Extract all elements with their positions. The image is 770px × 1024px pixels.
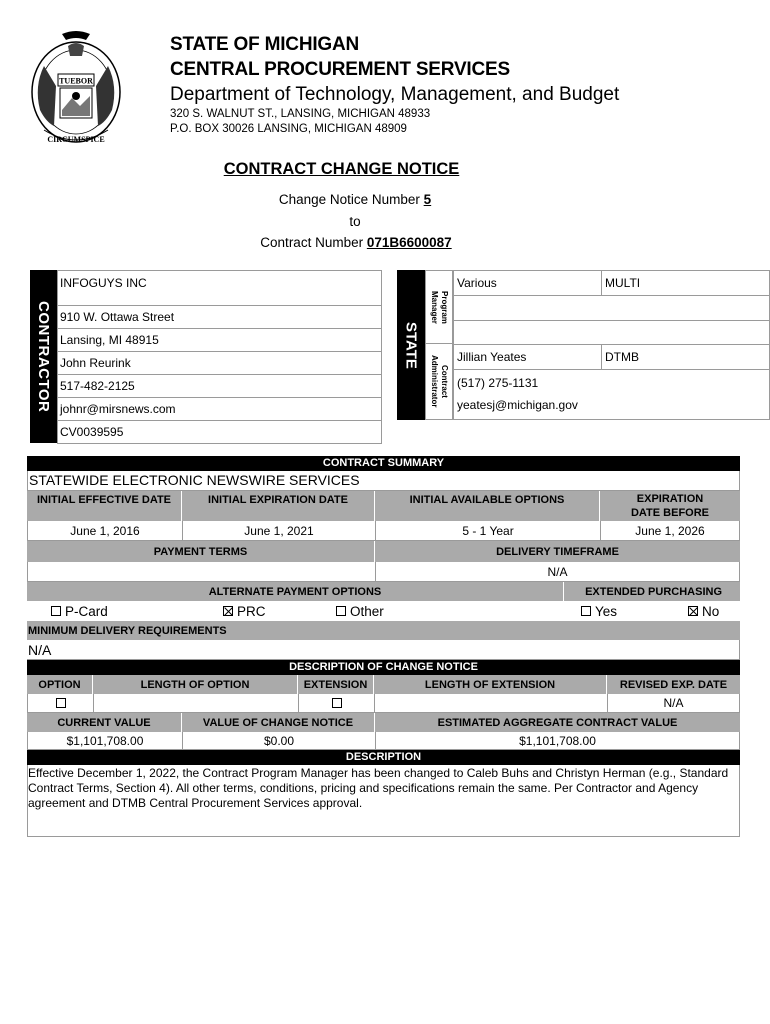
alt-payment-options-row bbox=[27, 601, 740, 621]
michigan-seal bbox=[24, 26, 128, 150]
option-header: OPTION bbox=[27, 675, 93, 694]
current-value: $1,101,708.00 bbox=[28, 732, 183, 749]
alternate-payment-header: ALTERNATE PAYMENT OPTIONS bbox=[27, 582, 564, 601]
aggregate-value: $1,101,708.00 bbox=[519, 733, 596, 748]
program-manager-label: Program Manager bbox=[425, 270, 453, 344]
expiration-before-date: June 1, 2026 bbox=[635, 523, 705, 538]
payment-value-row bbox=[27, 562, 740, 582]
administrator-email: yeatesj@michigan.gov bbox=[457, 398, 578, 412]
program-manager-name: Various bbox=[457, 276, 497, 290]
seal-banner-text: TUEBOR bbox=[59, 76, 93, 86]
header-department: Department of Technology, Management, and Budget bbox=[170, 84, 620, 105]
initial-expiration-header: INITIAL EXPIRATION DATE bbox=[182, 491, 375, 521]
extended-no-option[interactable]: No bbox=[688, 601, 719, 621]
prc-checkbox bbox=[223, 606, 233, 616]
alt-payment-header-row bbox=[27, 582, 740, 601]
contract-summary-bar: CONTRACT SUMMARY bbox=[27, 456, 740, 471]
change-notice-number: 5 bbox=[423, 192, 432, 207]
value-of-change-header: VALUE OF CHANGE NOTICE bbox=[182, 713, 375, 732]
state-grid bbox=[453, 270, 770, 420]
description-bar: DESCRIPTION bbox=[27, 750, 740, 765]
notice-title: CONTRACT CHANGE NOTICE bbox=[223, 160, 460, 178]
contract-administrator-label: Contract Administrator bbox=[425, 343, 453, 420]
payment-header-row bbox=[27, 541, 740, 562]
administrator-agency: DTMB bbox=[605, 350, 639, 364]
change-notice-bar: DESCRIPTION OF CHANGE NOTICE bbox=[27, 660, 740, 675]
min-delivery-header: MINIMUM DELIVERY REQUIREMENTS bbox=[27, 621, 740, 640]
dates-value-row bbox=[27, 521, 740, 541]
initial-options: 5 - 1 Year bbox=[376, 521, 601, 540]
prc-option[interactable]: PRC bbox=[223, 601, 266, 621]
program-manager-agency: MULTI bbox=[605, 276, 641, 290]
min-delivery-value: N/A bbox=[27, 640, 740, 660]
change-description-text: Effective December 1, 2022, the Contract Program Manager has been changed to Caleb Buhs and Christyn Herman (e.g., Standard Contract Terms, Section 4). All other terms, conditions, pricing and specifications remain the same. Per Contractor and Agency agreement and DTMB Central Procurement Services approval. bbox=[27, 765, 740, 837]
contractor-phone: 517-482-2125 bbox=[57, 374, 382, 398]
initial-options-header: INITIAL AVAILABLE OPTIONS bbox=[375, 491, 600, 521]
delivery-timeframe-header: DELIVERY TIMEFRAME bbox=[375, 541, 740, 562]
header-address-street: 320 S. WALNUT ST., LANSING, MICHIGAN 48933 bbox=[170, 108, 431, 120]
aggregate-value-header: ESTIMATED AGGREGATE CONTRACT VALUE bbox=[375, 713, 740, 732]
header-agency: CENTRAL PROCUREMENT SERVICES bbox=[170, 59, 510, 80]
contractor-city: Lansing, MI 48915 bbox=[57, 328, 382, 352]
values-row bbox=[27, 732, 740, 750]
payment-terms-header: PAYMENT TERMS bbox=[27, 541, 375, 562]
length-of-option-cell bbox=[94, 694, 299, 712]
initial-effective-header: INITIAL EFFECTIVE DATE bbox=[27, 491, 182, 521]
change-header-row bbox=[27, 675, 740, 694]
pcard-option[interactable]: P-Card bbox=[51, 601, 108, 621]
length-of-extension-cell bbox=[375, 694, 608, 712]
expiration-before-header: EXPIRATION DATE BEFORE bbox=[600, 491, 740, 521]
extended-no-checkbox bbox=[688, 606, 698, 616]
header-address-po: P.O. BOX 30026 LANSING, MICHIGAN 48909 bbox=[170, 123, 407, 135]
change-notice-line: Change Notice Number 5 bbox=[278, 192, 432, 207]
revised-exp-date-header: REVISED EXP. DATE bbox=[607, 675, 740, 694]
extended-yes-checkbox bbox=[581, 606, 591, 616]
contract-description: STATEWIDE ELECTRONIC NEWSWIRE SERVICES bbox=[27, 471, 740, 491]
values-header-row bbox=[27, 713, 740, 732]
extension-cell bbox=[299, 694, 375, 712]
state-label: STATE bbox=[402, 321, 420, 369]
option-checkbox[interactable] bbox=[56, 698, 66, 708]
seal-motto-text: CIRCUMSPICE bbox=[47, 135, 105, 144]
option-cell bbox=[28, 694, 94, 712]
contractor-label: CONTRACTOR bbox=[35, 300, 52, 413]
pcard-checkbox bbox=[51, 606, 61, 616]
length-of-extension-header: LENGTH OF EXTENSION bbox=[374, 675, 607, 694]
dates-header-row bbox=[27, 491, 740, 521]
to-line: to bbox=[349, 214, 361, 229]
contractor-label-band bbox=[30, 270, 57, 443]
contractor-vendor-id: CV0039595 bbox=[57, 420, 382, 444]
current-value-header: CURRENT VALUE bbox=[27, 713, 182, 732]
contract-number-line: Contract Number 071B6600087 bbox=[260, 235, 452, 250]
contractor-street: 910 W. Ottawa Street bbox=[57, 305, 382, 329]
extended-yes-option[interactable]: Yes bbox=[581, 601, 617, 621]
contractor-email: johnr@mirsnews.com bbox=[57, 397, 382, 421]
header-state: STATE OF MICHIGAN bbox=[170, 34, 360, 55]
delivery-timeframe: N/A bbox=[547, 564, 568, 579]
initial-expiration-date: June 1, 2021 bbox=[183, 521, 376, 540]
contract-number: 071B6600087 bbox=[366, 235, 452, 250]
revised-exp-date: N/A bbox=[663, 696, 684, 710]
extended-purchasing-header: EXTENDED PURCHASING bbox=[564, 582, 740, 601]
other-option[interactable]: Other bbox=[336, 601, 384, 621]
administrator-name: Jillian Yeates bbox=[457, 350, 527, 364]
payment-terms bbox=[28, 562, 376, 581]
contractor-contact: John Reurink bbox=[57, 351, 382, 375]
administrator-phone: (517) 275-1131 bbox=[457, 376, 539, 390]
length-of-option-header: LENGTH OF OPTION bbox=[93, 675, 298, 694]
extension-header: EXTENSION bbox=[298, 675, 374, 694]
initial-effective-date: June 1, 2016 bbox=[28, 521, 183, 540]
other-checkbox bbox=[336, 606, 346, 616]
value-of-change: $0.00 bbox=[183, 732, 376, 749]
change-value-row bbox=[27, 694, 740, 713]
state-label-band bbox=[397, 270, 425, 420]
contractor-name: INFOGUYS INC bbox=[57, 270, 382, 306]
extension-checkbox[interactable] bbox=[332, 698, 342, 708]
